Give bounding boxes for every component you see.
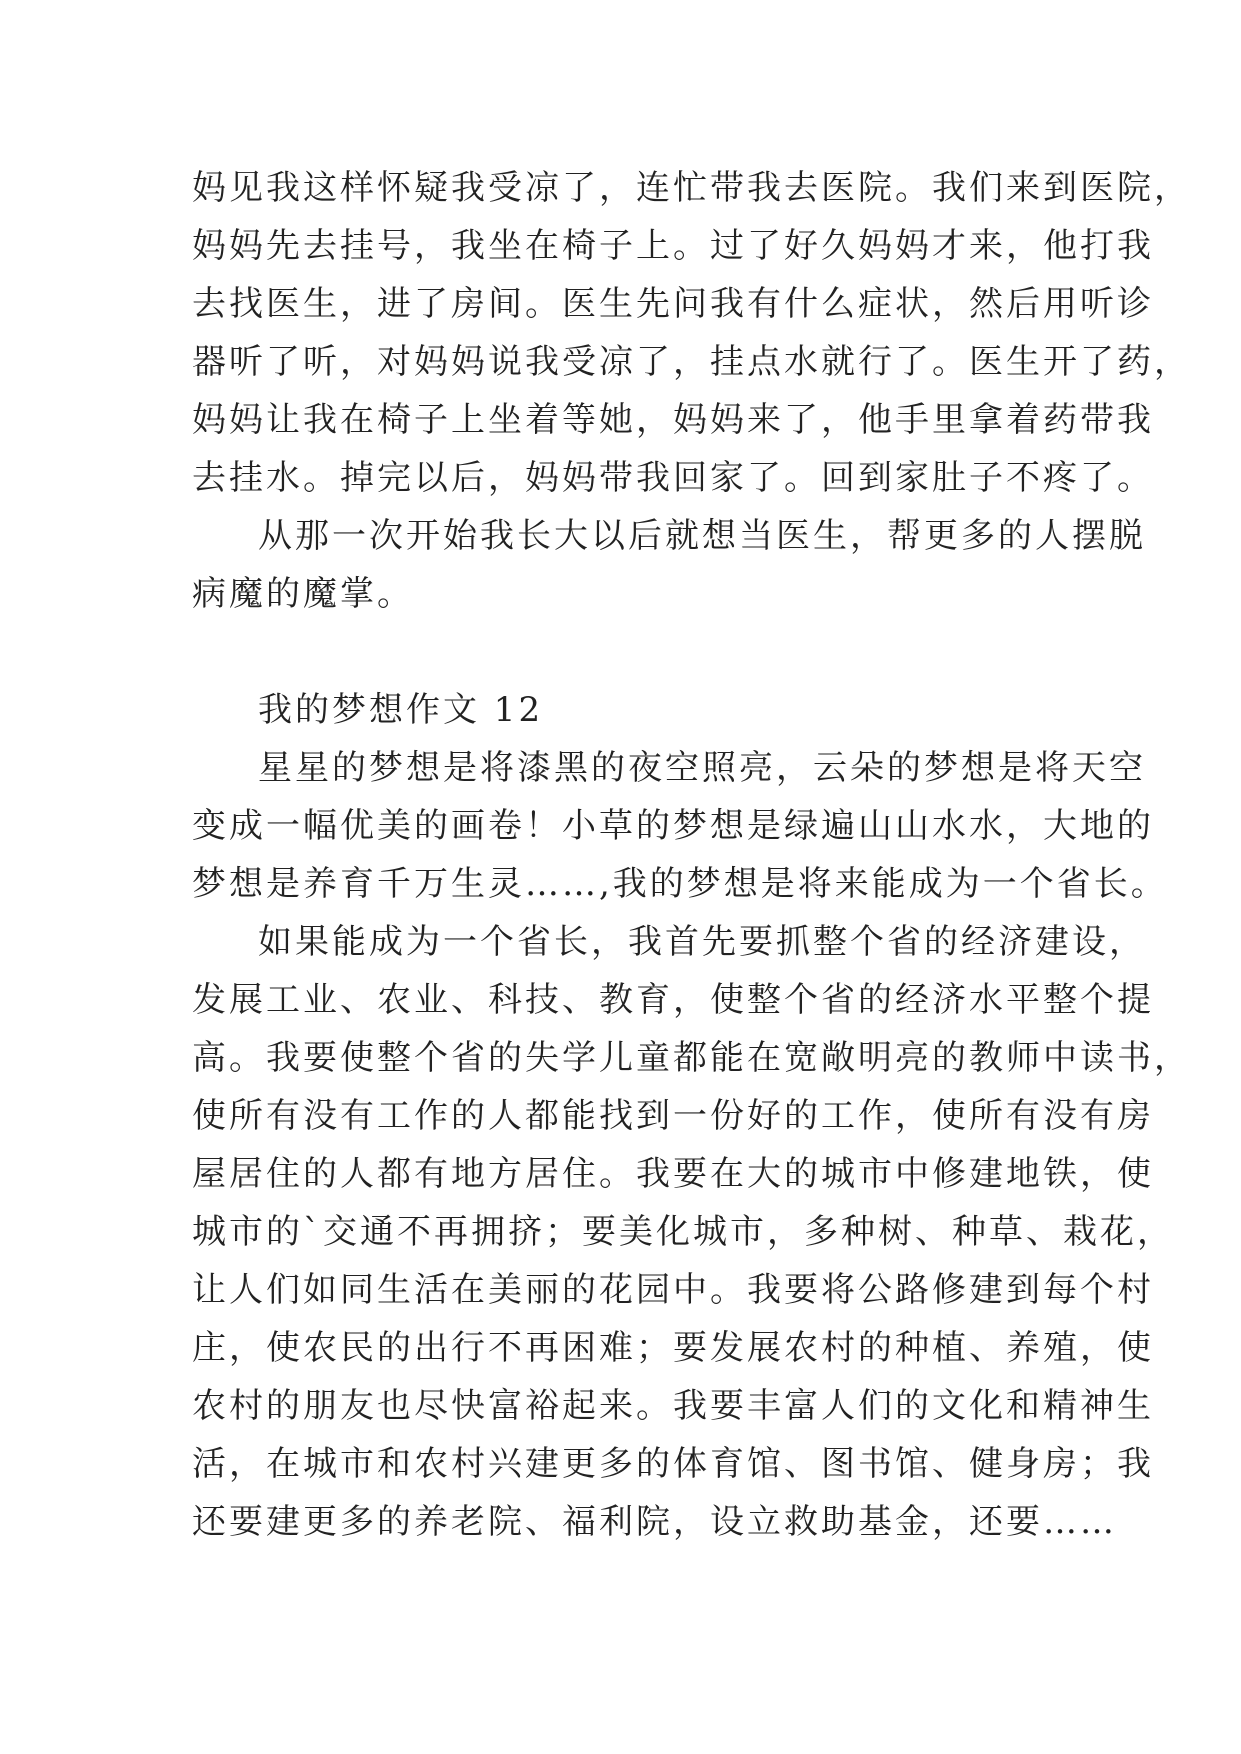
paragraph-line: 妈妈先去挂号，我坐在椅子上。过了好久妈妈才来，他打我	[192, 226, 1154, 266]
paragraph-line: 让人们如同生活在美丽的花园中。我要将公路修建到每个村	[192, 1270, 1154, 1310]
paragraph-line: 星星的梦想是将漆黑的夜空照亮，云朵的梦想是将天空	[258, 748, 1146, 788]
paragraph-line: 活，在城市和农村兴建更多的体育馆、图书馆、健身房；我	[192, 1444, 1154, 1484]
paragraph-line: 如果能成为一个省长，我首先要抓整个省的经济建设，	[258, 922, 1146, 962]
paragraph-line: 妈妈让我在椅子上坐着等她，妈妈来了，他手里拿着药带我	[192, 400, 1154, 440]
paragraph-line: 高。我要使整个省的失学儿童都能在宽敞明亮的教师中读书，	[192, 1038, 1191, 1078]
paragraph-line: 变成一幅优美的画卷！小草的梦想是绿遍山山水水，大地的	[192, 806, 1154, 846]
paragraph-line: 妈见我这样怀疑我受凉了，连忙带我去医院。我们来到医院，	[192, 168, 1191, 208]
paragraph-line: 发展工业、农业、科技、教育，使整个省的经济水平整个提	[192, 980, 1154, 1020]
paragraph-line: 还要建更多的养老院、福利院，设立救助基金，还要……	[192, 1502, 1117, 1542]
paragraph-line: 去挂水。掉完以后，妈妈带我回家了。回到家肚子不疼了。	[192, 458, 1154, 498]
paragraph-line: 屋居住的人都有地方居住。我要在大的城市中修建地铁，使	[192, 1154, 1154, 1194]
paragraph-line: 使所有没有工作的人都能找到一份好的工作，使所有没有房	[192, 1096, 1154, 1136]
paragraph-line: 从那一次开始我长大以后就想当医生，帮更多的人摆脱	[258, 516, 1146, 556]
paragraph-line: 城市的`交通不再拥挤；要美化城市，多种树、种草、栽花，	[192, 1212, 1174, 1252]
paragraph-line: 梦想是养育千万生灵……,我的梦想是将来能成为一个省长。	[192, 864, 1168, 904]
paragraph-line: 器听了听，对妈妈说我受凉了，挂点水就行了。医生开了药，	[192, 342, 1191, 382]
paragraph-line: 去找医生，进了房间。医生先问我有什么症状，然后用听诊	[192, 284, 1154, 324]
paragraph-line: 病魔的魔掌。	[192, 574, 414, 614]
paragraph-line: 庄，使农民的出行不再困难；要发展农村的种植、养殖，使	[192, 1328, 1154, 1368]
essay-title: 我的梦想作文 12	[258, 690, 544, 730]
paragraph-line: 农村的朋友也尽快富裕起来。我要丰富人们的文化和精神生	[192, 1386, 1154, 1426]
